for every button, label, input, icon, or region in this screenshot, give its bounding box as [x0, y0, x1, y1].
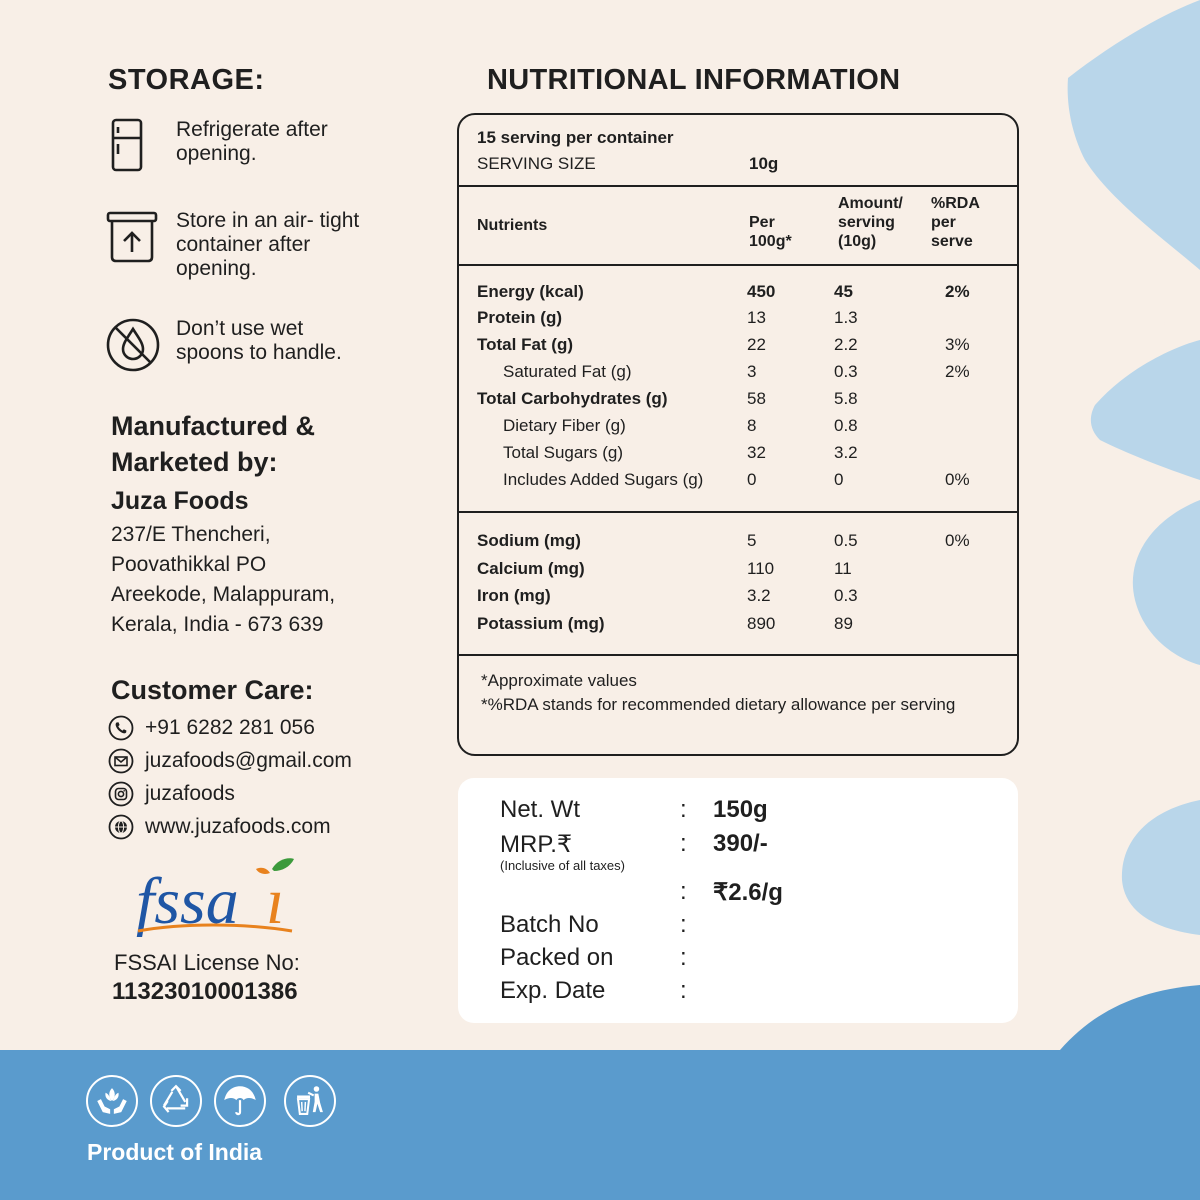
no-wet-spoon-icon [105, 317, 161, 373]
company-address: 237/E Thencheri, Poovathikkal PO Areekode, Malappuram, Kerala, India - 673 639 [111, 523, 336, 636]
mrp-value: 390/- [713, 830, 768, 857]
storage-item-refrigerate [105, 118, 386, 174]
colon: : [680, 977, 687, 1004]
recycle-icon [150, 1075, 202, 1127]
umbrella-icon [214, 1075, 266, 1127]
footnote-approximate: *Approximate values [481, 671, 637, 690]
serving-size-value: 10g [749, 154, 779, 173]
refrigerator-icon [105, 118, 161, 174]
colon: : [680, 796, 687, 823]
colon: : [680, 878, 687, 905]
manufacturer-title: Manufactured & Marketed by: [111, 411, 316, 477]
email-icon [108, 748, 134, 774]
contact-email-text[interactable]: juzafoods@gmail.com [145, 749, 352, 772]
globe-icon [108, 814, 134, 840]
product-of-india: Product of India [87, 1139, 263, 1165]
net-weight-value: 150g [713, 796, 768, 823]
fssai-license-label: FSSAI License No: [114, 950, 300, 975]
net-weight-label: Net. Wt [500, 796, 581, 823]
contact-phone-text[interactable]: +91 6282 281 056 [145, 716, 315, 739]
svg-text:ı: ı [266, 865, 285, 938]
storage-item-airtight [105, 209, 386, 281]
storage-no-wet-spoon-text: Don’t use wet spoons to handle. [176, 317, 342, 364]
header-per-100g: Per 100g* [749, 214, 792, 250]
customer-care-title: Customer Care: [111, 675, 314, 705]
table-divider [459, 511, 1017, 513]
mrp-label: MRP.₹ [500, 831, 573, 858]
mrp-tax-note: (Inclusive of all taxes) [500, 858, 625, 873]
nutrition-title: NUTRITIONAL INFORMATION [487, 64, 901, 96]
instagram-icon [108, 781, 134, 807]
expiry-date-label: Exp. Date [500, 977, 606, 1004]
storage-item-no-wet-spoon [105, 317, 386, 373]
contact-email[interactable] [108, 748, 352, 774]
fssai-license-number: 11323010001386 [112, 978, 298, 1005]
contact-website-text[interactable]: www.juzafoods.com [145, 815, 331, 838]
dispose-bin-icon [284, 1075, 336, 1127]
phone-icon [108, 715, 134, 741]
servings-per-container: 15 serving per container [477, 128, 674, 147]
storage-title: STORAGE: [108, 64, 265, 96]
table-divider [459, 185, 1017, 187]
contact-instagram[interactable] [108, 781, 235, 807]
nutrition-table: 15 serving per container SERVING SIZE 10g Nutrients Per 100g* Amount/ serving (10g) %RDA per serve Energy (kcal) 450 45 2% Protein (g) 13 1.3 Total Fat (g) 22 2.2 3% Saturated Fat (g) 3 0.3 2% Total Carbohydrates (g) 58 5.8 Dietary Fiber (g) 8 0.8 Total Sugars (g) 32 3.2 Includes Added Sugars (g) 0 0 0% Sodium (mg) 5 0.5 0% Calcium (mg) 110 11 Iron (mg) 3.2 0.3 Potassium (mg) 890 89 *Approximate values *%RDA stands for recommended dietary allowance per serving [457, 113, 1019, 756]
colon: : [680, 911, 687, 938]
price-box [458, 778, 1018, 1023]
table-divider [459, 264, 1017, 266]
header-rda: %RDA per serve [931, 195, 980, 250]
header-per-serving: Amount/ serving (10g) [838, 195, 903, 250]
header-nutrients: Nutrients [477, 217, 548, 234]
airtight-container-icon [105, 209, 161, 265]
company-name: Juza Foods [111, 487, 249, 515]
contact-instagram-text[interactable]: juzafoods [145, 782, 235, 805]
contact-phone[interactable] [108, 715, 315, 741]
serving-size-label: SERVING SIZE [477, 154, 596, 173]
batch-no-label: Batch No [500, 911, 599, 938]
footnote-rda: *%RDA stands for recommended dietary allowance per serving [481, 695, 956, 714]
colon: : [680, 830, 687, 857]
plant-hands-icon [86, 1075, 138, 1127]
packed-on-label: Packed on [500, 944, 614, 971]
colon: : [680, 944, 687, 971]
storage-airtight-text: Store in an air- tight container after opening. [176, 209, 360, 280]
unit-price-value: ₹2.6/g [713, 879, 783, 906]
svg-text:fssa: fssa [136, 865, 239, 938]
fssai-logo [132, 855, 302, 940]
table-divider [459, 654, 1017, 656]
contact-website[interactable] [108, 814, 331, 840]
storage-refrigerate-text: Refrigerate after opening. [176, 118, 328, 165]
